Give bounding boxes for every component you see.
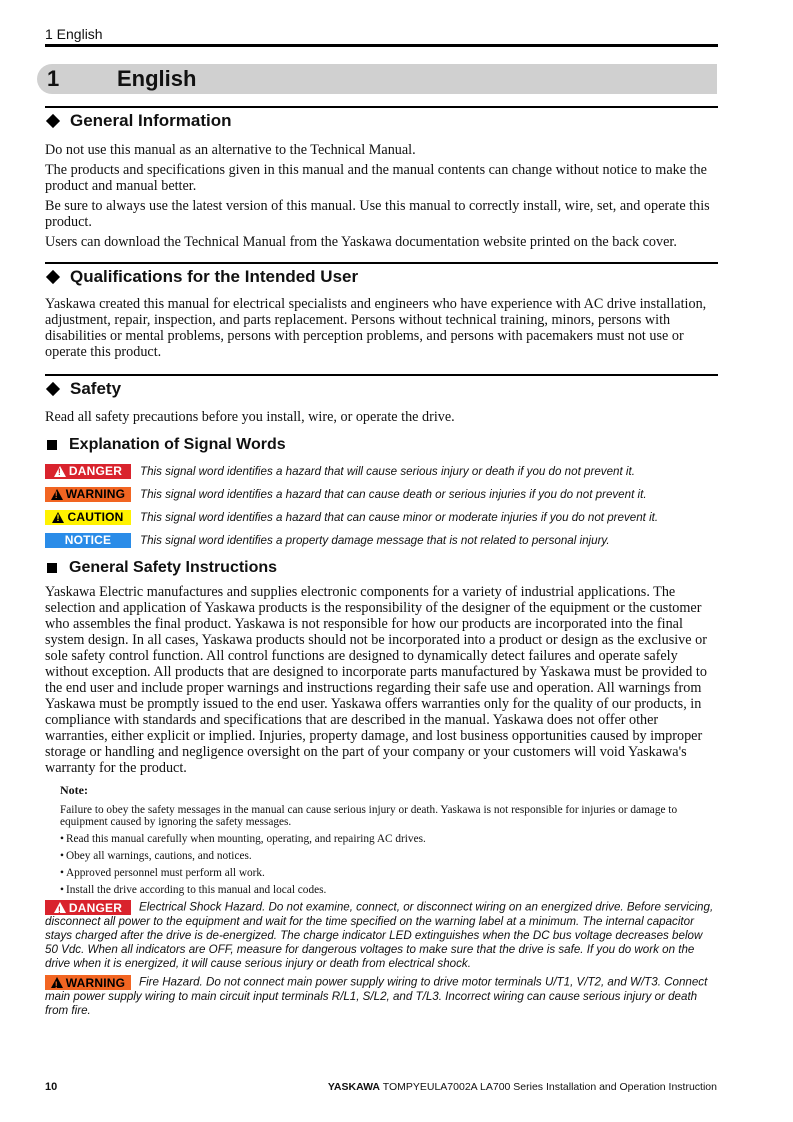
note-text: Failure to obey the safety messages in the manual can cause serious injury or death. Yaskawa is not responsible for injuries or damage to equipment caused by ignoring the safety messages.	[60, 804, 678, 828]
page-number: 10	[45, 1081, 58, 1093]
header-rule	[45, 44, 718, 47]
list-item: • Approved personnel must perform all work.	[60, 867, 717, 879]
hazard-message-danger	[45, 900, 717, 971]
section-heading-qualifications	[45, 267, 358, 287]
paragraph: Users can download the Technical Manual from the Yaskawa documentation website printed on the back cover.	[45, 234, 677, 250]
notice-badge: NOTICE	[45, 533, 131, 548]
warning-badge: ! WARNING	[45, 975, 131, 990]
section-title: Qualifications for the Intended User	[70, 267, 359, 286]
paragraph: Do not use this manual as an alternative to the Technical Manual.	[45, 142, 416, 158]
signal-description: This signal word identifies a hazard that can cause death or serious injuries if you do not prevent it.	[140, 487, 647, 501]
section-heading-safety	[45, 379, 121, 399]
warning-triangle-icon	[52, 512, 64, 523]
warning-badge: ! WARNING	[45, 487, 131, 502]
footer-doc-name: TOMPYEULA7002A LA700 Series Installation and Operation Instruction	[382, 1081, 717, 1093]
paragraph: Yaskawa created this manual for electrical specialists and engineers who have experience with AC drive installation, adjustment, repair, inspection, and parts replacement. Persons without technical training, minors, persons with disabilities or mental problems, persons with perception problems, and persons with pacemakers must not use or operate this product.	[45, 296, 707, 360]
section-rule	[45, 106, 718, 108]
warning-triangle-icon	[51, 489, 63, 500]
section-rule	[45, 262, 718, 264]
list-item: • Read this manual carefully when mounting, operating, and repairing AC drives.	[60, 833, 717, 845]
qualifications-body	[45, 296, 717, 364]
paragraph: The products and specifications given in this manual and the manual contents can change without notice to make the product and manual better.	[45, 162, 707, 194]
subsection-title: Explanation of Signal Words	[69, 436, 286, 453]
paragraph: Be sure to always use the latest version of this manual. Use this manual to correctly install, wire, set, and operate this product.	[45, 198, 710, 230]
signal-row-caution	[45, 509, 717, 525]
section-rule	[45, 374, 718, 376]
danger-badge: ! DANGER	[45, 900, 131, 915]
signal-description: This signal word identifies a hazard that will cause serious injury or death if you do not prevent it.	[140, 464, 635, 478]
subsection-heading-general-safety	[45, 559, 277, 577]
running-header: 1 English	[45, 26, 103, 42]
chapter-bar	[37, 64, 717, 94]
subsection-title: General Safety Instructions	[69, 559, 278, 576]
paragraph: Read all safety precautions before you install, wire, or operate the drive.	[45, 409, 455, 425]
caution-badge: ! CAUTION	[45, 510, 131, 525]
signal-row-notice	[45, 532, 717, 548]
hazard-text: Electrical Shock Hazard. Do not examine, connect, or disconnect wiring on an energized drive. Before servicing, disconnect all power to the equipment and wait for the time specified on the warning label at a minimum. The internal capacitor stays charged after the drive is de-energized. The charge indicator LED extinguishes when the DC bus voltage decreases below 50 Vdc. When all indicators are OFF, measure for dangerous voltages to make sure that the drive is safe. If you do work on the drive when it is energized, it will cause serious injury or death from electrical shock.	[45, 900, 714, 970]
signal-row-danger	[45, 463, 717, 479]
general-info-body	[45, 142, 717, 254]
signal-description: This signal word identifies a property damage message that is not related to personal injury.	[140, 533, 610, 547]
note-title: Note:	[60, 783, 88, 797]
square-bullet-icon	[47, 440, 57, 450]
square-bullet-icon	[47, 563, 57, 573]
note-block	[60, 784, 717, 901]
paragraph: Yaskawa Electric manufactures and supplies electronic components for a variety of industrial applications. The selection and application of Yaskawa products is the responsibility of the designer of the equipment or the customer who assembles the final product. Yaskawa is not responsible for how our products are incorporated into the final system design. In all cases, Yaskawa products should not be incorporated into a product or design as the exclusive or sole safety control function. All control functions are designed to dynamically detect failures and operate safely without exception. All products that are designed to incorporate parts manufactured by Yaskawa must be provided to the end user and include proper warnings and instructions regarding their safe use and operation. All warnings from Yaskawa must be promptly issued to the end user. Yaskawa offers warranties only for the quality of our products, in compliance with standards and specifications that are described in the manual. Yaskawa does not offer other warranties, either explicit or implied. Injuries, property damage, and lost business opportunities caused by improper storage or handling and negligence oversight on the part of your company or your customers will void Yaskawa's warranty for the product.	[45, 584, 707, 776]
section-title: General Information	[70, 111, 232, 130]
list-item: • Obey all warnings, cautions, and notices.	[60, 850, 717, 862]
note-list	[60, 833, 717, 896]
subsection-heading-signal-words	[45, 436, 286, 454]
footer-document-title	[328, 1081, 717, 1093]
section-heading-general-information	[45, 111, 232, 131]
safety-intro	[45, 409, 717, 429]
hazard-message-warning	[45, 975, 717, 1018]
general-safety-body	[45, 584, 717, 780]
chapter-title: English	[117, 66, 197, 91]
warning-triangle-icon	[54, 466, 66, 477]
warning-triangle-icon	[51, 977, 63, 988]
warning-triangle-icon	[54, 902, 66, 913]
list-item: • Install the drive according to this manual and local codes.	[60, 884, 717, 896]
section-title: Safety	[70, 379, 122, 398]
signal-row-warning	[45, 486, 717, 502]
diamond-bullet-icon	[46, 270, 60, 284]
footer-brand: YASKAWA	[327, 1081, 380, 1093]
danger-badge: ! DANGER	[45, 464, 131, 479]
signal-description: This signal word identifies a hazard that can cause minor or moderate injuries if you do not prevent it.	[140, 510, 659, 524]
chapter-number: 1	[47, 66, 60, 91]
diamond-bullet-icon	[46, 114, 60, 128]
hazard-text: Fire Hazard. Do not connect main power supply wiring to drive motor terminals U/T1, V/T2, and W/T3. Connect main power supply wiring to main circuit input terminals R/L1, S/L2, and T/L3. Incorrect wiring can cause serious injury or death from fire.	[45, 975, 708, 1017]
diamond-bullet-icon	[46, 382, 60, 396]
